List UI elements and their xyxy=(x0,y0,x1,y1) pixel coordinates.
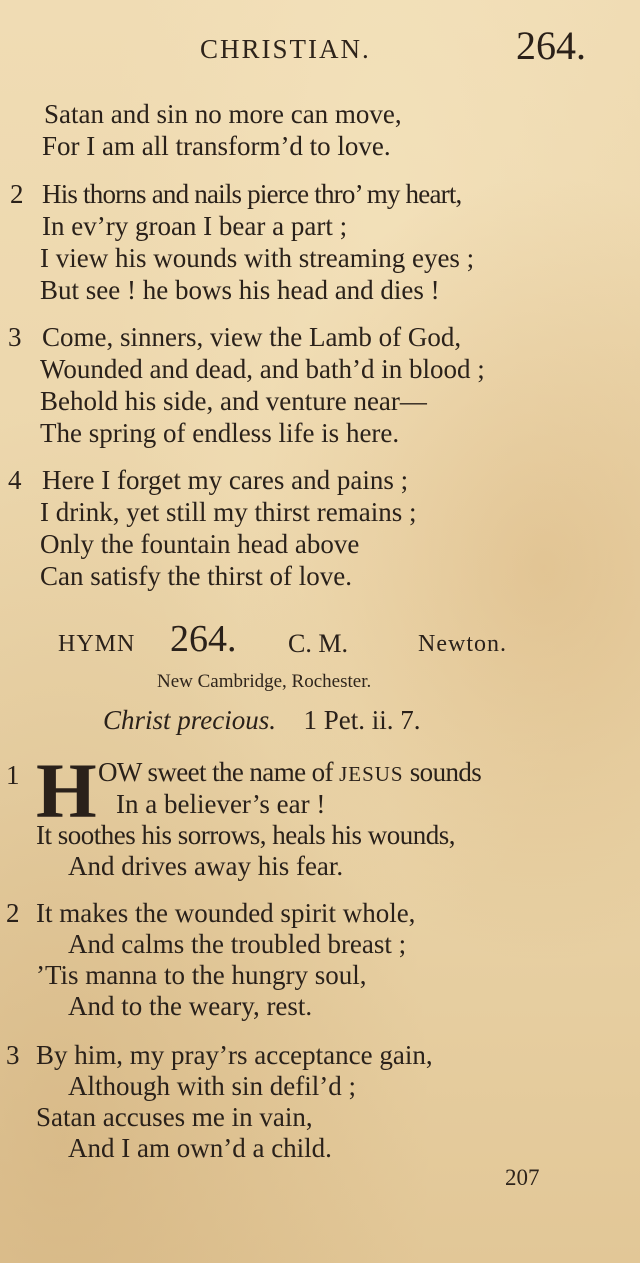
hymn-author: Newton. xyxy=(418,631,507,657)
verse-line: Behold his side, and venture near— xyxy=(40,386,427,416)
stanza-number: 2 xyxy=(6,898,20,928)
verse-line: In a believer’s ear ! xyxy=(116,789,326,819)
tune-names: New Cambridge, Rochester. xyxy=(157,671,372,692)
verse-line: It makes the wounded spirit whole, xyxy=(36,898,416,928)
verse-line: I view his wounds with streaming eyes ; xyxy=(40,243,475,273)
hymn-heading xyxy=(58,615,598,665)
verse-line: Satan and sin no more can move, xyxy=(44,99,402,129)
hymn-meter: C. M. xyxy=(288,629,348,658)
verse-line: Come, sinners, view the Lamb of God, xyxy=(42,322,462,352)
stanza-number: 2 xyxy=(10,179,24,209)
verse-line-part: OW sweet the name of xyxy=(98,757,340,787)
scripture-reference: 1 Pet. ii. 7. xyxy=(303,705,421,735)
name-jesus: JESUS xyxy=(339,762,404,786)
stanza-number: 3 xyxy=(6,1040,20,1070)
verse-line: Wounded and dead, and bath’d in blood ; xyxy=(40,354,485,384)
verse-line: By him, my pray’rs acceptance gain, xyxy=(36,1040,433,1070)
page-number: 264. xyxy=(516,23,586,68)
verse-line: For I am all transform’d to love. xyxy=(42,131,391,161)
verse-line: The spring of endless life is here. xyxy=(40,418,400,448)
verse-line: Only the fountain head above xyxy=(40,529,360,559)
verse-line: Although with sin defil’d ; xyxy=(68,1071,356,1101)
verse-line: Here I forget my cares and pains ; xyxy=(42,465,409,495)
verse-line: It soothes his sorrows, heals his wounds, xyxy=(36,820,455,850)
verse-line: In ev’ry groan I bear a part ; xyxy=(42,211,348,241)
stanza-number: 4 xyxy=(8,465,22,495)
footer-page-number: 207 xyxy=(505,1165,540,1190)
verse-line: And drives away his fear. xyxy=(68,851,344,881)
drop-cap: H xyxy=(36,747,97,834)
verse-line: I drink, yet still my thirst remains ; xyxy=(40,497,417,527)
running-title: CHRISTIAN. xyxy=(200,34,371,64)
verse-line: Can satisfy the thirst of love. xyxy=(40,561,352,591)
verse-line-part: sounds xyxy=(403,757,482,787)
verse-line: And I am own’d a child. xyxy=(68,1133,332,1163)
hymn-number: 264. xyxy=(170,618,237,660)
verse-line: Satan accuses me in vain, xyxy=(36,1102,313,1132)
page-header xyxy=(0,22,640,72)
hymn-word: HYMN xyxy=(58,631,136,657)
hymn-subject xyxy=(103,705,421,736)
verse-line: And to the weary, rest. xyxy=(68,991,313,1021)
stanza-number: 3 xyxy=(8,322,22,352)
verse-line: And calms the troubled breast ; xyxy=(68,929,407,959)
verse-line: His thorns and nails pierce thro’ my heart, xyxy=(42,179,462,209)
verse-line: ’Tis manna to the hungry soul, xyxy=(36,960,367,990)
stanza-number: 1 xyxy=(6,760,20,790)
verse-line xyxy=(98,757,481,788)
subject-title: Christ precious. xyxy=(103,705,277,735)
verse-line: But see ! he bows his head and dies ! xyxy=(40,275,440,305)
